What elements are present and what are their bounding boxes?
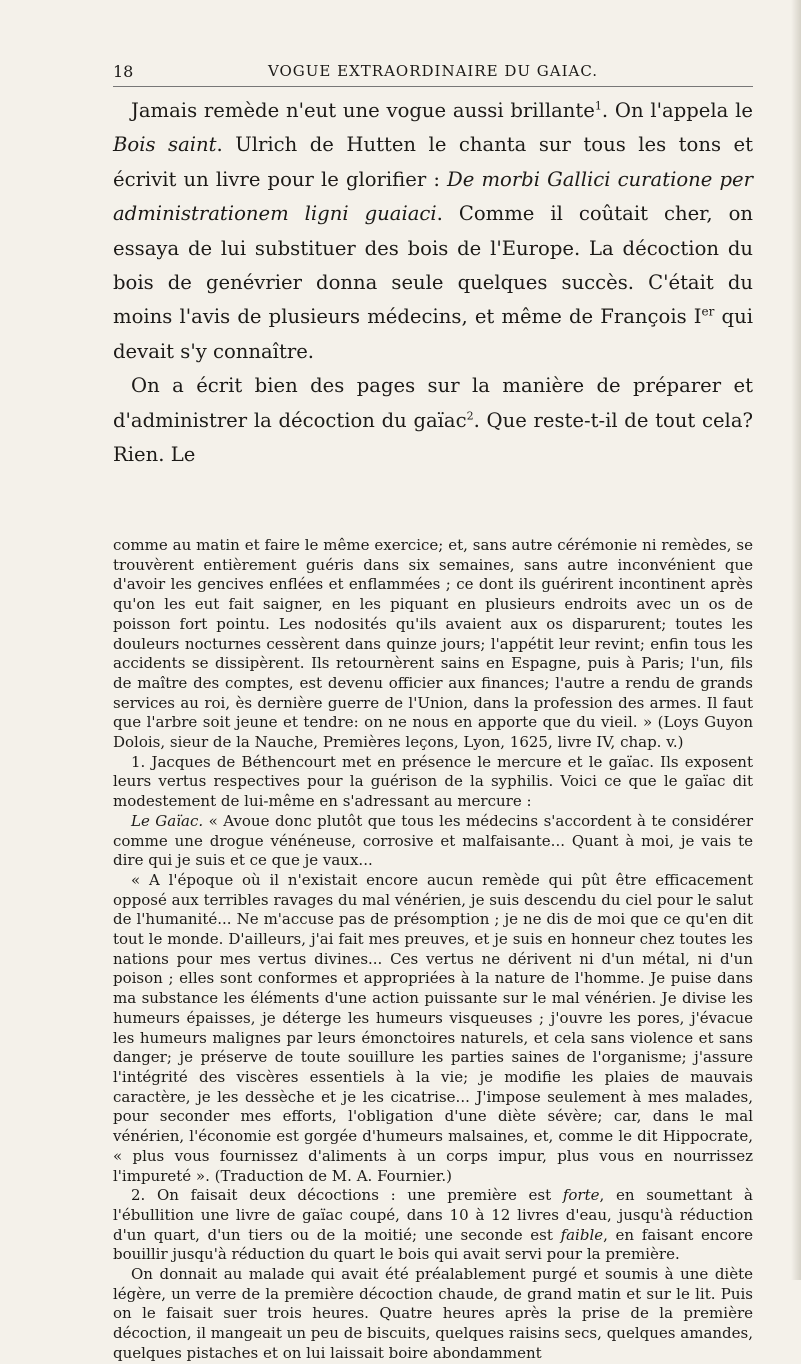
italic-text: faible [560, 1225, 604, 1244]
paragraph [113, 94, 753, 369]
footnote-1-dialogue [113, 812, 753, 871]
footnote-1: 1. Jacques de Béthencourt met en présence le mercure et le gaïac. Ils exposent leurs vertus respectives pour la guérison de la syphilis. Voici ce que le gaïac dit modestement de lui-même en s'adressant au mercure : [113, 752, 753, 811]
text-run: « Avoue donc plutôt que tous les médecins s'accordent à te considérer comme une drogue vénéneuse, corrosive et malfaisante... Quant à moi, je vais te dire qui je suis et ce que je vaux... [113, 811, 753, 870]
footnote-2 [113, 1186, 753, 1265]
header-rule [113, 86, 753, 87]
footnote-2-continued: On donnait au malade qui avait été préalablement purgé et soumis à une diète légère, un verre de la première décoction chaude, de grand matin et sur le lit. Puis on le faisait suer trois heures. Quatre heures après la prise de la première décoction, il mangeait un peu de biscuits, quelques raisins secs, quelques amandes, quelques pistaches et on lui laissait boire abondamment [113, 1265, 753, 1362]
text-run: On a écrit bien des pages sur la manière de préparer et d'administrer la décoction du gaïac [113, 374, 753, 432]
text-run: Jamais remède n'eut une vogue aussi brillante [131, 99, 595, 122]
footnote-ref: 1 [594, 99, 602, 113]
page-number: 18 [113, 62, 134, 81]
italic-text: forte [562, 1186, 600, 1205]
page-edge-shadow [791, 0, 801, 1280]
footnotes [113, 536, 753, 1364]
running-title: VOGUE EXTRAORDINAIRE DU GAIAC. [267, 62, 599, 80]
text-run: 2. On faisait deux décoctions : une première est [131, 1186, 563, 1205]
running-header [113, 62, 753, 86]
speaker-label: Le Gaïac. [131, 811, 204, 830]
footnote-ref: 2 [466, 409, 474, 423]
main-text [113, 94, 753, 472]
footnote-continuation: comme au matin et faire le même exercice; et, sans autre cérémonie ni remèdes, se trouvèrent entièrement guéris dans six semaines, sans autre inconvénient que d'avoir les gencives enflées et enflammées ; ce dont ils guérirent incontinent après qu'on les eut fait saigner, en les piquant en plusieurs endroits avec un os de poisson fort pointu. Les nodosités qu'ils avaient aux os disparurent; toutes les douleurs nocturnes cessèrent dans quinze jours; l'appétit leur revint; enfin tous les accidents se dissipèrent. Ils retournèrent sains en Espagne, puis à Paris; l'un, fils de maître des comptes, est devenu officier aux finances; l'autre a rendu de grands services au roi, ès dernière guerre de l'Union, dans la profession des armes. Il faut que l'arbre soit jeune et tendre: on ne nous en apporte que du vieil. » (Loys Guyon Dolois, sieur de la Nauche, Premières leçons, Lyon, 1625, livre IV, chap. v.) [113, 536, 753, 752]
italic-text: Bois saint [113, 133, 217, 157]
text-run: , en soumettant à l'ébullition une livre de gaïac coupé, dans 10 à 12 livres d'eau, jusqu'à réduction d'un quart, d'un tiers ou de la moitié; une seconde est [113, 1186, 753, 1244]
text-run: . On l'appela le [601, 99, 753, 122]
footnote-1-quote: « A l'époque où il n'existait encore aucun remède qui pût être efficacement opposé aux terribles ravages du mal vénérien, je suis descendu du ciel pour le salut de l'humanité... Ne m'accuse pas de présomption ; je ne dis de moi que ce qu'en dit tout le monde. D'ailleurs, j'ai fait mes preuves, et je suis en honneur chez toutes les nations pour mes vertus divines... Ces vertus ne dérivent ni d'un métal, ni d'un poison ; elles sont conformes et appropriées à la nature de l'homme. Je puise dans ma substance les éléments d'une action puissante sur le mal vénérien. Je divise les humeurs épaisses, je déterge les humeurs visqueuses ; j'ouvre les pores, j'évacue les humeurs malignes par leurs émonctoires naturels, et cela sans violence et sans danger; je préserve de toute souillure les parties saines de l'organisme; j'assure l'intégrité des viscères essentiels à la vie; je modifie les plaies de mauvais caractère, je les dessèche et je les cicatrise... J'impose seulement à mes malades, pour seconder mes efforts, l'obligation d'une diète sévère; car, dans le mal vénérien, l'économie est gorgée d'humeurs malsaines, et, comme le dit Hippocrate, « plus vous fournissez d'aliments à un corps impur, plus vous en nourrissez l'impureté ». (Traduction de M. A. Fournier.) [113, 870, 753, 1185]
text-run: qui devait s'y connaître. [113, 305, 753, 363]
book-title: De morbi Gallici curatione per administrationem ligni guaiaci [113, 167, 753, 226]
text-run: . Que reste-t-il de tout cela? Rien. Le [113, 408, 754, 467]
text-run: . Ulrich de Hutten le chanta sur tous les tons et écrivit un livre pour le glorifier : [113, 133, 753, 191]
superscript: er [701, 304, 715, 319]
paragraph [113, 369, 753, 472]
text-run: , en faisant encore bouillir jusqu'à réduction du quart le bois qui avait servi pour la première. [113, 1225, 754, 1264]
text-run: . Comme il coûtait cher, on essaya de lui substituer des bois de l'Europe. La décoction du bois de genévrier donna seule quelques succès. C'était du moins l'avis de plusieurs médecins, et même de François I [113, 202, 754, 329]
